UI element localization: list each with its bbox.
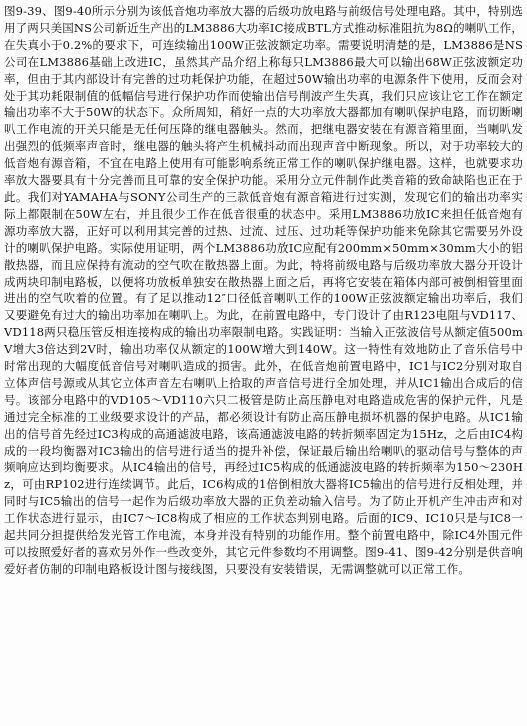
body-paragraph: 图9-39、图9-40所示分别为该低音炮功率放大器的后级功放电路与前级信号处理电路。其中，特别选用了两只美国NS公司新近生产出的LM3886大功率IC接成BTL方式推动标准阻抗为8Ω的喇叭工作，在失真小于0.2%的要求下，可连续输出100W正弦波额定功率。需要说明清楚的是，LM3886是NS公司在LM3886基础上改进IC，虽然其产品介绍上称每只LM3886最大可以输出68W正弦波额定功率，但由于其内部设计有完善的过功耗保护功能，在超过50W输出功率的电源条件下使用，反而会对处于其功耗限制值的低幅信号进行保护功作而使输出信号削波产生失真，我们只应该让它工作在额定输出功率不大于50W的状态下。众所周知，稍好一点的大功率放大器都加有喇叭保护电路，而切断喇叭工作电流的开关只能是无任何压降的继电器触头。然而，把继电器安装在有源音箱里面，当喇叭发出强烈的低频率声音时，继电器的触头将产生机械抖动而出现声音中断现象。所以，对于功率较大的低音炮有源音箱，不宜在电路上使用有可能影响系统正常工作的喇叭保护继电器。这样，也就要求功率放大器要具有十分完善而且可靠的安全保护功能。采用分立元件制作此类音箱的致命缺陷也正在于此。我们对YAMAHA与SONY公司生产的三款低音炮有源音箱进行过实测，发现它们的输出功率实际上都限制在50W左右，并且很少工作在低音很重的状态中。采用LM3886功放IC来担任低音炮有源功率放大器，正好可以利用其完善的过热、过流、过压、过功耗等保护功能来免除其它需要另外设计的喇叭保护电路。实际使用证明，两个LM3886功放IC应配有200mm×50mm×30mm大小的铝散热器，而且应保持有流动的空气吹在散热器上面。为此，特将前级电路与后级功率放大器分开设计成两块印制电路板，以便将功放板单独安在散热器上面之后，再将它安装在箱体内部可被倒相管里面进出的空气吹着的位置。有了足以推动12″口径低音喇叭工作的100W正弦波额定输出功率后，我们又要避免有过大的输出功率加在喇叭上。为此，在前置电路中，专门设计了由R123电阻与VD117、VD118两只稳压管反相连接构成的输出功率限制电路。实践证明：当输入正弦波信号从额定值500mV增大3倍达到2V时，输出功率仅从额定的100W增大到140W。这一特性有效地防止了音乐信号中时常出现的大幅度低音信号对喇叭造成的损害。此外，在低音炮前置电路中，IC1与IC2分别对取自立体声信号源或从其它立体声音左右喇叭上拾取的声音信号进行全加处理，并从IC1输出合成后的信号。该部分电路中的VD105～VD110六只二极管是防止高压静电对电路造成危害的保护元件，凡是通过完全标准的工业级要求设计的产品，都必须设计有防止高压静电损坏机器的保护电路。从IC1输出的信号首先经过IC3构成的高通滤波电路，该高通滤波电路的转折频率固定为15Hz，之后由IC4构成的一段均衡器对IC3输出的信号进行适当的提升补偿，保证最后输出给喇叭的驱动信号与整体的声频响应达到均衡要求。从IC4输出的信号，再经过IC5构成的低通滤波电路的转折频率为150～230Hz，可由RP102进行连续调节。此后，IC6构成的1倍倒相放大器将IC5输出的信号进行反相处理，并同时与IC5输出的信号一起作为后级功率放大器的正负差动输入信号。为了防止开机产生冲击声和对工作状态进行显示，由IC7～IC8构成了相应的工作状态判别电路。后面的IC9、IC10只是与IC8一起共同分担提供给发光管工作电流，本身并没有特别的功能作用。整个前置电路中，除IC4外围元件可以按照爱好者的喜欢另外作一些改变外，其它元件参数均不用调整。图9-41、图9-42分别是供音响爱好者仿制的印制电路板设计图与接线图，只要没有安装错误，无需调整就可以正常工作。 bbox=[4, 4, 523, 576]
